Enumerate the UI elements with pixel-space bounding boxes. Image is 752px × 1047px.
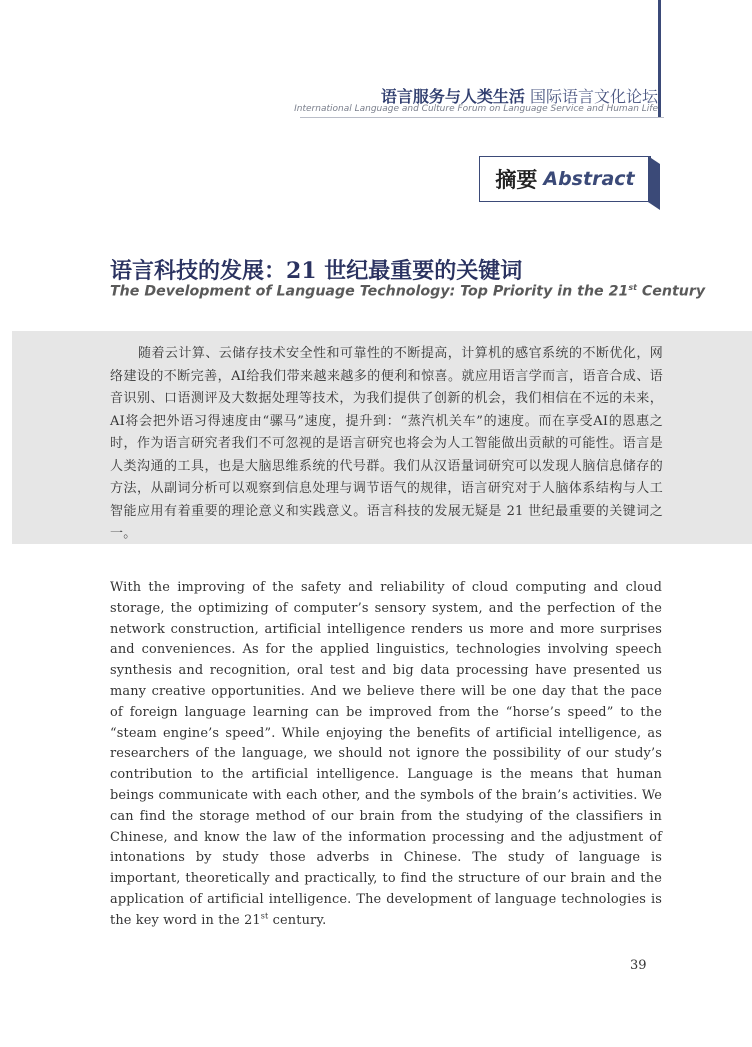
abstract-label-cn: 摘要 <box>495 167 538 192</box>
running-header-title-light: 国际语言文化论坛 <box>529 87 658 106</box>
abstract-en-paragraph <box>110 578 662 932</box>
header-divider <box>300 117 664 118</box>
abstract-label-box <box>479 156 651 202</box>
abstract-en-end: century. <box>268 912 327 928</box>
abstract-en-text: With the improving of the safety and reliability of cloud computing and cloud storage, the optimizing of computer’s sensory system, and the perfection of the network construction, artificial intelligence renders us more and more surprises and conveniences. As for the applied linguistics, technologies involving speech synthesis and recognition, oral test and big data processing have presented us many creative opportunities. And we believe there will be one day that the pace of foreign language learning can be improved from the “horse’s speed” to the “steam engine’s speed”. While enjoying the benefits of artificial intelligence, as researchers of the language, we should not ignore the possibility of our study’s contribution to the artificial intelligence. Language is the means that human beings communicate with each other, and the symbols of the brain’s activities. We can find the storage method of our brain from the studying of the classifiers in Chinese, and know the law of the information processing and the adjustment of intonations by study those adverbs in Chinese. The study of language is important, theoretically and practically, to find the structure of our brain and the application of artificial intelligence. The development of language technologies is the key word in the 21 <box>110 580 662 928</box>
article-title-en-main: The Development of Language Technology: Top Priority in the 21 <box>110 283 629 300</box>
running-header-title-bold: 语言服务与人类生活 <box>380 87 525 106</box>
article-title-cn: 语言科技的发展：21 世纪最重要的关键词 <box>110 258 523 284</box>
article-title-en-sup: st <box>628 283 637 292</box>
article-title-en-end: Century <box>636 283 706 300</box>
header-vertical-rule <box>658 0 661 118</box>
abstract-label-en: Abstract <box>543 168 635 190</box>
abstract-en-sup: st <box>260 911 269 921</box>
article-title-en <box>110 283 705 300</box>
abstract-cn-paragraph: 随着云计算、云储存技术安全性和可靠性的不断提高，计算机的感官系统的不断优化，网络建设的不断完善，AI给我们带来越来越多的便利和惊喜。就应用语言学而言，语音合成、语音识别、口语测评及大数据处理等技术，为我们提供了创新的机会，我们相信在不远的未来，AI将会把外语习得速度由“骡马”速度，提升到：“蒸汽机关车”的速度。而在享受AI的恩惠之时，作为语言研究者我们不可忽视的是语言研究也将会为人工智能做出贡献的可能性。语言是人类沟通的工具，也是大脑思维系统的代号群。我们从汉语量词研究可以发现人脑信息储存的方法，从副词分析可以观察到信息处理与调节语气的规律，语言研究对于人脑体系结构与人工智能应用有着重要的理论意义和实践意义。语言科技的发展无疑是 21 世纪最重要的关键词之一。 <box>110 346 663 541</box>
abstract-label-accent <box>648 156 660 210</box>
running-header-subtitle: International Language and Culture Forum on Language Service and Human Life <box>294 104 658 114</box>
page-number: 39 <box>630 958 647 973</box>
